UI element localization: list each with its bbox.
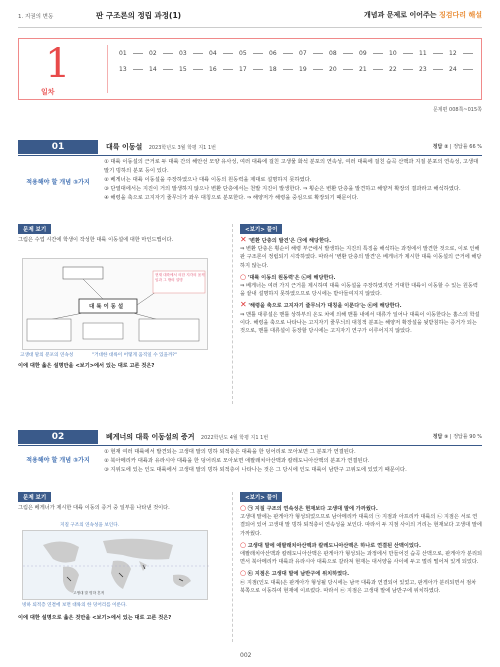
correct-mark-icon: ○ (240, 504, 247, 512)
q2-concepts (104, 448, 482, 475)
checklist-number: 16 (209, 65, 217, 73)
q1-concept: ④ 해령을 축으로 고지자기 줄무늬가 좌우 대칭으로 분포한다. ⇒ 해양저가 해령을 중심으로 확장되기 때문이다. (104, 194, 359, 201)
checklist-number: 21 (359, 65, 367, 73)
checklist-item[interactable] (119, 66, 149, 73)
q1-fig-caption2: "거대한 대륙이 어떻게 움직일 수 있을까?" (92, 353, 177, 358)
checklist-item[interactable] (299, 50, 329, 57)
q1-mindmap-figure (22, 258, 208, 350)
q1-answer: 정답 ② (432, 144, 449, 150)
check-blank[interactable] (283, 69, 293, 70)
q2-bogi-item (240, 569, 482, 595)
brand-logo (364, 10, 482, 20)
checklist-number: 14 (149, 65, 157, 73)
q2-bogi-text: 고생대 말에는 판게아가 형성되었으므로 남아메리카 대륙의 ㉠ 지점과 아프리카 대륙의 ㉡ 지점은 서로 연결되어 있어 고생대 말 빙하 퇴적층이 연속성을 보인다. 따라서 두 지점 사이의 거리는 현재보다 고생대 말에 가까웠다. (240, 514, 482, 537)
q1-bogi-item (240, 236, 482, 270)
world-map-svg (23, 531, 209, 601)
q2-answer: 정답 ⑤ (432, 434, 449, 440)
checklist-item[interactable] (389, 66, 419, 73)
checklist-number: 11 (419, 49, 427, 57)
q1-bogi-item (240, 273, 482, 299)
checklist-item[interactable] (449, 50, 479, 57)
checklist-number: 19 (299, 65, 307, 73)
page-number: 002 (240, 652, 252, 659)
checklist-number: 20 (329, 65, 337, 73)
check-blank[interactable] (253, 53, 263, 54)
checklist-item[interactable] (269, 66, 299, 73)
checklist-item[interactable] (179, 50, 209, 57)
checklist-item[interactable] (209, 50, 239, 57)
checklist-number: 01 (119, 49, 127, 57)
day-number: 1 (45, 41, 71, 87)
q1-concept: ③ 단열대에서는 지진이 거의 발생하지 않으나 변환 단층에서는 천발 지진이 발생한다. ⇒ 횡순은 변환 단층을 발견하고 해양저 확장의 결과라고 해석하였다. (104, 185, 461, 192)
check-blank[interactable] (433, 53, 443, 54)
checklist-item[interactable] (239, 50, 269, 57)
q2-fig-label-bottom: 빙하 퇴적층 연결에 보면 대륙의 한 덩어리를 이룬다. (22, 603, 127, 608)
q1-bogi-title: '변환 단층의 발견'은 ㉠에 해당한다. (248, 238, 332, 244)
checklist-number: 10 (389, 49, 397, 57)
q2-problem-tag: 문제 보기 (18, 492, 51, 502)
day-label: 일차 (41, 88, 55, 96)
page-header (18, 10, 482, 24)
check-blank[interactable] (133, 53, 143, 54)
q1-number-badge: 01 (18, 140, 98, 154)
q2-concept: ① 현재 여러 대륙에서 발견되는 고생대 말의 빙하 퇴적층은 대륙을 한 덩어리로 모아보면 그 분포가 연결된다. (104, 449, 356, 455)
q1-concepts (104, 158, 482, 203)
check-blank[interactable] (313, 53, 323, 54)
mindmap-note: 현재 대륙에서 의한 지각의 움직임과 그 밖의 설명 (155, 273, 205, 282)
q2-column-divider (232, 492, 233, 642)
checklist-number: 04 (209, 49, 217, 57)
checklist-number: 23 (419, 65, 427, 73)
q1-concept: ② 베게너는 대륙 이동설을 주장하였으나 대륙 이동의 원동력을 제대로 설명하지 못하였다. (104, 176, 312, 183)
checklist-number: 09 (359, 49, 367, 57)
check-blank[interactable] (163, 53, 173, 54)
q1-divider (18, 155, 482, 156)
q2-side-label: 적용해야 할 개념 ③가지 (26, 457, 90, 464)
check-blank[interactable] (223, 53, 233, 54)
q2-concept: ③ 지위도에 있는 인도 대륙에서 고생대 말의 빙하 퇴적층이 나타나는 것은 그 당시에 인도 대륙이 남반구 고위도에 있었기 때문이다. (104, 467, 407, 474)
chapter-label: 1. 지권의 변동 (18, 14, 54, 20)
q1-source: 2023학년도 3월 학평 지1 1번 (148, 145, 216, 151)
checklist-item[interactable] (149, 66, 179, 73)
q1-bogi-item (240, 301, 482, 335)
q2-divider (18, 445, 482, 446)
q1-column-divider (232, 224, 233, 404)
correct-mark-icon: ○ (240, 540, 247, 549)
checklist-item[interactable] (239, 66, 269, 73)
check-blank[interactable] (343, 69, 353, 70)
brand-name: 징검다리 해설 (438, 11, 482, 19)
q2-prompt: 그림은 베게너가 제시한 대륙 이동의 증거 중 일부를 나타낸 것이다. (18, 505, 170, 511)
q2-map-figure (22, 530, 208, 600)
q2-bogi-item (240, 504, 482, 538)
check-blank[interactable] (403, 69, 413, 70)
checklist-number: 03 (179, 49, 187, 57)
q2-bogi-list (240, 504, 482, 595)
check-blank[interactable] (163, 69, 173, 70)
check-blank[interactable] (223, 69, 233, 70)
q1-rate: 정답률 66 % (453, 144, 482, 150)
answer-page-ref: 문제편 008쪽~015쪽 (432, 107, 482, 113)
q1-stat: 정답 ② | 정답률 66 % (432, 144, 482, 150)
q1-bogi-title: '해령을 축으로 고지자기 줄무늬가 대칭을 이룬다'는 ㉢에 해당한다. (248, 303, 402, 310)
checklist-item[interactable] (149, 50, 179, 57)
q2-bogi-text: ㉢ 지점(인도 대륙)은 판게아가 형성될 당시에는 남극 대륙과 연결되어 있었고, 판게아가 분리되면서 점차 북쪽으로 이동하여 현재에 이르렀다. 따라서 ㉢ 지점은 고생대 말에 남반구에 위치하였다. (240, 579, 477, 594)
checklist-number: 22 (389, 65, 397, 73)
checklist-item[interactable] (359, 66, 389, 73)
q2-rate: 정답률 90 % (453, 434, 482, 440)
checklist-number: 15 (179, 65, 187, 73)
checklist-number: 17 (239, 65, 247, 73)
check-blank[interactable] (283, 53, 293, 54)
q1-bogi-text: ⇒ 변환 단층은 횡순이 해령 부근에서 발생하는 지진의 특징을 해석하는 과정에서 발견한 것으로, 이로 인해 판 구조론이 정립되기 시작하였다. 따라서 '변환 단층의 발견'은 베게너가 제시한 대륙 이동설의 근거에 해당하지 않는다. (240, 246, 482, 269)
check-blank[interactable] (373, 69, 383, 70)
header-divider (18, 27, 482, 28)
check-blank[interactable] (253, 69, 263, 70)
q2-fig-label-top: 지질 구조의 연속성을 보인다. (60, 523, 120, 528)
q1-side-label: 적용해야 할 개념 ③가지 (26, 179, 90, 186)
q1-concept: ① 대륙 이동설의 근거로 두 대륙 간의 해안선 모양 유사성, 여러 대륙에 걸친 고생물 화석 분포의 연속성, 여러 대륙에 걸친 습곡 산맥과 지질 분포의 연속성, 고생대 말기 빙하의 분포 등이 있다. (104, 159, 479, 174)
checklist-number: 12 (449, 49, 457, 57)
check-blank[interactable] (193, 69, 203, 70)
correct-mark-icon: ○ (240, 272, 247, 281)
checklist-number: 13 (119, 65, 127, 73)
checklist-item[interactable] (449, 66, 479, 73)
q2-stat: 정답 ⑤ | 정답률 90 % (432, 434, 482, 440)
checklist-number: 06 (269, 49, 277, 57)
q1-bogi-title: '대륙 이동의 원동력'은 ㉡에 해당한다. (247, 274, 336, 281)
checklist-item[interactable] (119, 50, 149, 57)
question-checklist (119, 45, 479, 77)
q1-bogi-text: ⇒ 베게너는 여러 가지 근거를 제시하며 대륙 이동설을 주장하였지만 거대한 대륙이 이동할 수 있는 원동력을 끝내 설명하지 못하였으므로 당시에는 받아들여지지 않았다. (240, 283, 478, 298)
q2-question: 이에 대한 설명으로 옳은 것만을 <보기>에서 있는 대로 고른 것은? (18, 615, 172, 621)
check-blank[interactable] (313, 69, 323, 70)
checklist-item[interactable] (329, 50, 359, 57)
day-divider (107, 45, 108, 93)
checklist-number: 05 (239, 49, 247, 57)
q1-fig-caption: 고생대 말의 분포의 연속성 (20, 353, 74, 358)
q2-header (18, 430, 482, 444)
check-blank[interactable] (463, 69, 473, 70)
map-legend: 고생대 말 빙하 흔적 (73, 591, 105, 595)
checklist-number: 02 (149, 49, 157, 57)
check-blank[interactable] (433, 69, 443, 70)
checklist-number: 08 (329, 49, 337, 57)
q1-title-text: 대륙 이동설 (106, 143, 143, 151)
q2-bogi-tag: <보기> 풀이 (240, 492, 282, 502)
q2-bogi-title: ㉠ 지질 구조의 연속성은 현재보다 고생대 말에 가까웠다. (247, 506, 378, 512)
check-blank[interactable] (463, 53, 473, 54)
checklist-number: 24 (449, 65, 457, 73)
checklist-item[interactable] (419, 66, 449, 73)
checklist-item[interactable] (179, 66, 209, 73)
q2-bogi-item (240, 541, 482, 567)
checklist-row (119, 45, 479, 61)
q2-title (106, 432, 268, 442)
checklist-item[interactable] (299, 66, 329, 73)
q1-bogi-tag: <보기> 풀이 (240, 224, 282, 234)
checklist-item[interactable] (269, 50, 299, 57)
wrong-mark-icon: ✕ (240, 235, 247, 244)
q1-question: 이에 대한 옳은 설명만을 <보기>에서 있는 대로 고른 것은? (18, 363, 155, 369)
checklist-item[interactable] (389, 50, 419, 57)
q1-title (106, 142, 216, 152)
q1-problem-tag: 문제 보기 (18, 224, 51, 234)
unit-title: 판 구조론의 정립 과정(1) (96, 11, 182, 20)
q2-number-badge: 02 (18, 430, 98, 444)
q2-concept: ② 북아메리카 대륙과 유라시아 대륙을 한 덩어리로 모아보면 애팔래치아산맥과 칼레도니아산맥의 분포가 연결된다. (104, 458, 370, 465)
day-progress-box (18, 38, 482, 100)
checklist-number: 07 (299, 49, 307, 57)
checklist-item[interactable] (209, 66, 239, 73)
q1-bogi-list (240, 236, 482, 335)
mindmap-center: 대 륙 이 동 설 (89, 304, 124, 310)
check-blank[interactable] (343, 53, 353, 54)
wrong-mark-icon: ✕ (240, 300, 247, 310)
correct-mark-icon: ○ (240, 569, 247, 578)
q2-bogi-title: ㉢ 지점은 고생대 말에 남반구에 위치하였다. (247, 571, 350, 578)
check-blank[interactable] (403, 53, 413, 54)
q1-header (18, 140, 482, 154)
q1-bogi-text: ⇒ 맨틀 대류설은 맨틀 상하부의 온도 차에 의해 맨틀 내에서 대류가 일어나 대륙이 이동한다는 홈스의 학설이다. 해령을 축으로 나타나는 고지자기 줄무늬의 대칭적 분포는 해양저 확장설을 뒷받침하는 증거가 되는 것으로, 맨틀 대류설이 등장할 당시에는 고지자기 연구가 이루어지지 않았다. (240, 311, 480, 335)
checklist-item[interactable] (359, 50, 389, 57)
check-blank[interactable] (373, 53, 383, 54)
brand-prefix: 개념과 문제로 이어주는 (364, 11, 437, 19)
checklist-item[interactable] (419, 50, 449, 57)
checklist-number: 18 (269, 65, 277, 73)
checklist-row (119, 61, 479, 77)
q2-title-text: 베게너의 대륙 이동설의 증거 (106, 433, 195, 441)
check-blank[interactable] (133, 69, 143, 70)
q2-source: 2022학년도 4월 학평 지1 1번 (200, 435, 269, 441)
q2-bogi-text: 애팔래치아산맥과 칼레도니아산맥은 판게아가 형성되는 과정에서 만들어진 습곡 산맥으로, 판게아가 분리되면서 북아메리카 대륙과 유라시아 대륙으로 갈라져 현재는 대서양을 사이에 두고 멀리 떨어져 있게 되었다. (240, 551, 482, 566)
q2-bogi-title: 고생대 말에 애팔래치아산맥과 칼레도니아산맥은 하나로 연결된 산맥이었다. (247, 542, 421, 549)
q1-prompt: 그림은 수업 시간에 학생이 작성한 대륙 이동설에 대한 마인드맵이다. (18, 237, 174, 243)
check-blank[interactable] (193, 53, 203, 54)
checklist-item[interactable] (329, 66, 359, 73)
